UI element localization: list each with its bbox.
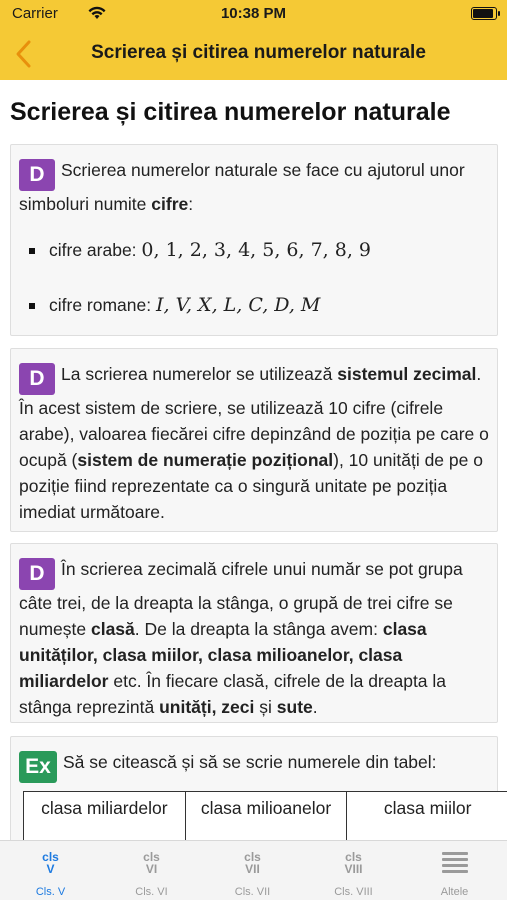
tab-cls-v[interactable] — [0, 841, 101, 900]
definition-card-digits — [10, 144, 498, 336]
tab-cls-viii[interactable] — [303, 841, 404, 900]
definition-badge: D — [19, 159, 55, 191]
definition-card-classes: D În scrierea zecimală cifrele unui număr se pot grupa câte trei, de la dreapta la stânga, o grupă de trei cifre se numește clasă. De la dreapta la stânga avem: clasa unităților, clasa miilor, clasa milioanelor, clasa miliardelor etc. În fiecare clasă, cifrele de la dreapta la stânga reprezintă unități, zeci și sute. — [10, 543, 498, 723]
exercise-badge: Ex — [19, 751, 57, 783]
class-vii-icon: cls VII — [244, 850, 261, 876]
table-header-cell: clasa milioanelor — [185, 792, 347, 841]
tab-label: Cls. VIII — [334, 886, 373, 898]
table-header-cell: clasa miliardelor — [24, 792, 186, 841]
tab-cls-vii[interactable] — [202, 841, 303, 900]
definition-card-decimal: D La scrierea numerelor se utilizează sistemul zecimal. În acest sistem de scriere, se utilizează 10 cifre (cifrele arabe), valoarea fiecărei cifre depinzând de poziția pe care o ocupă (sistem de numerație pozițional), 10 unități de pe o poziție fiind reprezentate ca o singură unitate pe poziția imediat următoare. — [10, 348, 498, 532]
exercise-text: Să se citească și să se scrie numerele din tabel: — [63, 752, 437, 772]
navigation-bar — [0, 28, 507, 80]
tab-label: Cls. VII — [234, 886, 271, 898]
definition-badge: D — [19, 363, 55, 395]
class-viii-icon: cls VIII — [344, 850, 363, 876]
exercise-card — [10, 736, 498, 840]
class-v-icon: cls V — [42, 850, 59, 876]
nav-title: Scrierea și citirea numerelor naturale — [91, 42, 426, 63]
tab-label: Cls. V — [35, 886, 66, 898]
tab-label: Cls. VI — [135, 886, 168, 898]
tab-bar — [0, 840, 507, 900]
carrier-label: Carrier — [12, 5, 58, 22]
list-item-arabic: cifre arabe: 0, 1, 2, 3, 4, 5, 6, 7, 8, 9 — [19, 237, 489, 263]
tab-label: Altele — [440, 886, 469, 898]
chevron-left-icon[interactable] — [10, 36, 40, 72]
class-vi-icon: cls VI — [143, 850, 160, 876]
lesson-content[interactable] — [0, 80, 507, 840]
classes-table — [23, 791, 507, 840]
definition-badge: D — [19, 558, 55, 590]
definition-text: D Scrierea numerelor naturale se face cu ajutorul unor simboluri numite cifre: — [19, 160, 465, 214]
list-item-roman: cifre romane: I, V, X, L, C, D, M — [19, 292, 489, 318]
table-header-cell: clasa miilor — [347, 792, 507, 841]
clock: 10:38 PM — [220, 5, 287, 22]
tab-altele[interactable] — [404, 841, 505, 900]
page-title: Scrierea și citirea numerelor naturale — [10, 98, 451, 126]
tab-cls-vi[interactable] — [101, 841, 202, 900]
battery-icon — [471, 7, 497, 20]
status-bar — [0, 0, 507, 28]
list-icon — [442, 852, 468, 874]
